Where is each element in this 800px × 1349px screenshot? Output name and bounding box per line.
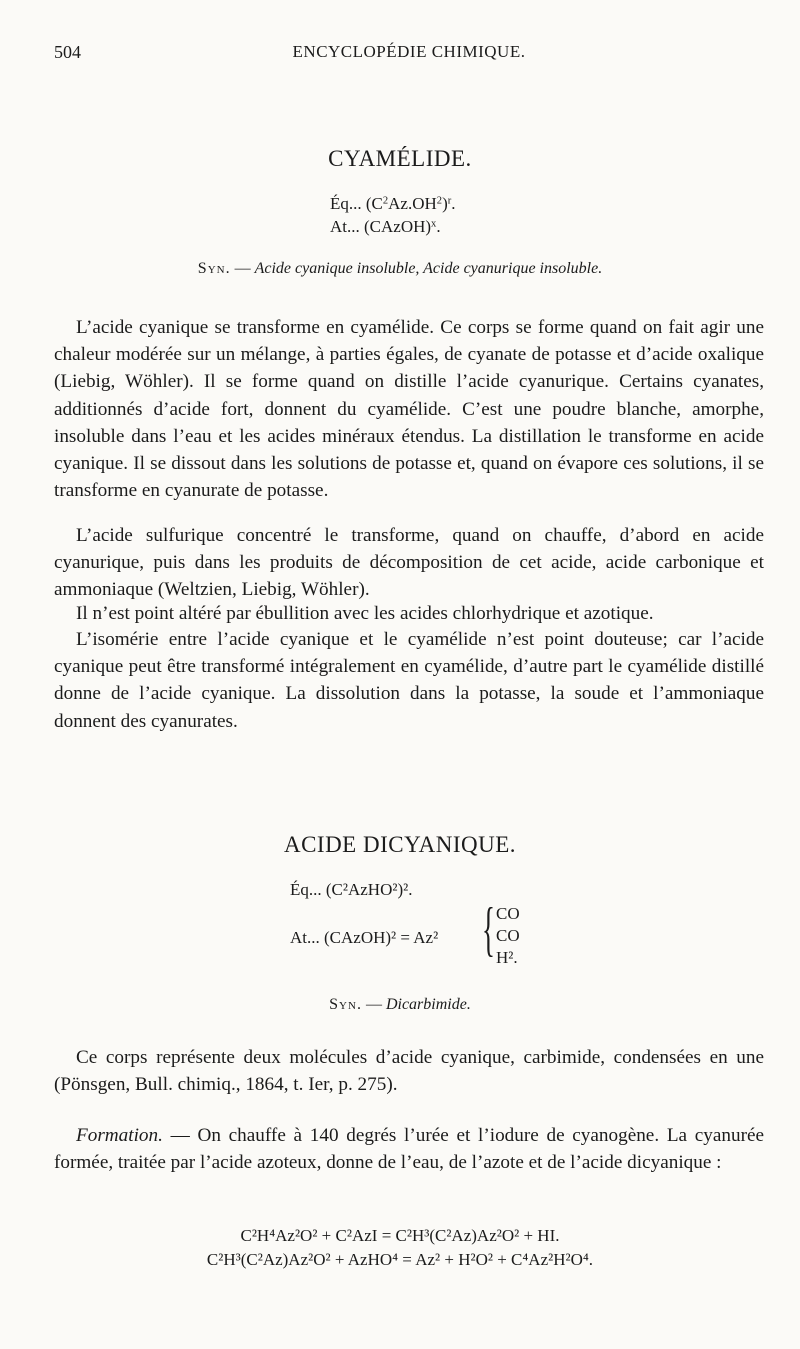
reaction-equation-2: C²H³(C²Az)Az²O² + AzHO⁴ = Az² + H²O² + C⁴Az²H²O⁴. [206, 1250, 594, 1269]
formation-text: — On chauffe à 140 degrés l’urée et l’iodure de cyanogène. La cyanurée formée, traitée par l’acide azoteux, donne de l’eau, de l’azote et de l’acide dicyanique : [54, 1125, 765, 1174]
page-header [54, 42, 764, 66]
running-title: ENCYCLOPÉDIE CHIMIQUE. [292, 42, 526, 61]
brace-icon: { [482, 896, 495, 962]
dicyanique-paragraph-1: Ce corps représente deux molécules d’acide cyanique, carbimide, condensées en une (Pönsgen, Bull. chimiq., 1864, t. Ier, p. 275). [54, 1047, 764, 1096]
cyamelide-paragraph-2: L’acide sulfurique concentré le transforme, quand on chauffe, d’abord en acide cyanurique, puis dans les produits de décomposition de cet acide, acide carbonique et ammoniaque (Weltzien, Liebig, Wöhler). [54, 525, 764, 601]
cyamelide-synonyms: Syn. — Acide cyanique insoluble, Acide cyanurique insoluble. [197, 260, 603, 277]
reaction-equation-1: C²H⁴Az²O² + C²AzI = C²H³(C²Az)Az²O² + HI. [240, 1226, 560, 1245]
dicyanique-eq-formula: Éq... (C²AzHO²)². [290, 880, 413, 899]
cyamelide-paragraph-3: Il n’est point altéré par ébullition avec les acides chlorhydrique et azotique. [76, 603, 654, 624]
dicyanique-at-formula: At... (CAzOH)² = Az² [290, 928, 439, 947]
dicyanique-structure [482, 896, 542, 975]
dicyanique-synonyms: Syn. — Dicarbimide. [329, 996, 471, 1013]
section-title-dicyanique: ACIDE DICYANIQUE. [283, 832, 517, 857]
structure-item: CO [496, 904, 520, 923]
cyamelide-at-formula: At... (CAzOH)$^x$. [330, 217, 441, 236]
cyamelide-eq-formula: Éq... $(C^2Az.OH^2)^r$. [330, 194, 456, 213]
structure-item: CO [496, 926, 520, 945]
section-title-cyamelide: CYAMÉLIDE. [328, 146, 472, 171]
cyamelide-paragraph-4: L’isomérie entre l’acide cyanique et le cyamélide n’est point douteuse; car l’acide cyanique peut être transformé intégralement en cyamélide, d’autre part le cyamélide distillé donne de l’acide cyanique. La dissolution dans la potasse, la soude et l’ammoniaque donnent des cyanurates. [54, 629, 764, 732]
cyamelide-paragraph-1: L’acide cyanique se transforme en cyamélide. Ce corps se forme quand on fait agir une chaleur modérée sur un mélange, à parties égales, de cyanate de potasse et d’acide oxalique (Liebig, Wöhler). Il se forme quand on distille l’acide cyanurique. Certains cyanates, additionnés d’acide fort, donnent du cyamélide. C’est une poudre blanche, amorphe, insoluble dans l’eau et les acides minéraux étendus. La distillation le transforme en acide cyanique. Il se dissout dans les solutions de potasse et, quand on évapore ces solutions, il se transforme en cyanurate de potasse. [54, 317, 764, 502]
structure-item: H². [496, 948, 518, 967]
formation-label: Formation. [76, 1125, 163, 1146]
page-number: 504 [54, 42, 81, 62]
dicyanique-formation-paragraph [54, 1122, 764, 1176]
